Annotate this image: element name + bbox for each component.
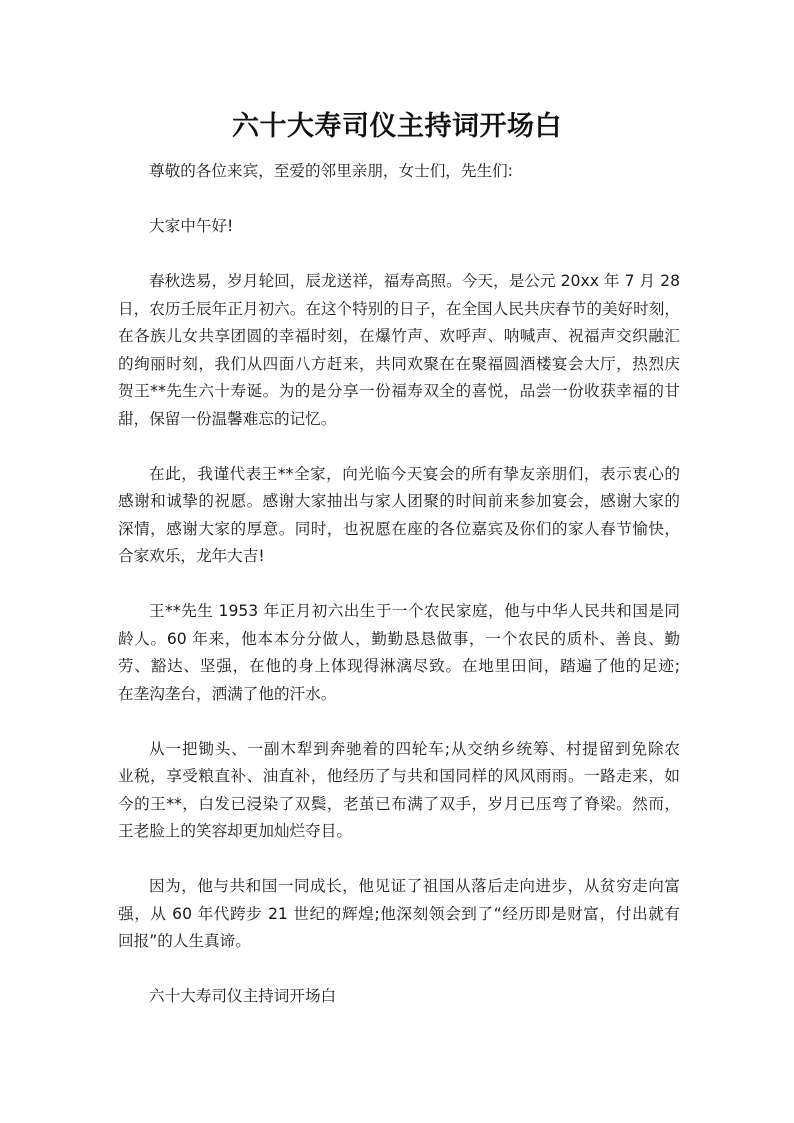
paragraph bbox=[118, 736, 680, 846]
paragraph-line: 劳、豁达、坚强，在他的身上体现得淋漓尽致。在地里田间，踏遍了他的足迹; bbox=[118, 657, 680, 675]
paragraph-line: 的绚丽时刻，我们从四面八方赶来，共同欢聚在在聚福圆酒楼宴会大厅，热烈庆 bbox=[118, 354, 680, 373]
paragraph-line: 六十大寿司仪主持词开场白 bbox=[149, 987, 337, 1005]
paragraph bbox=[118, 268, 680, 433]
document-body bbox=[118, 158, 680, 1038]
paragraph-line: 尊敬的各位来宾，至爱的邻里亲朋，女士们，先生们: bbox=[149, 162, 513, 180]
paragraph bbox=[118, 461, 680, 571]
paragraph bbox=[118, 158, 680, 186]
paragraph-line: 今的王**，白发已浸染了双鬓，老茧已布满了双手，岁月已压弯了脊梁。然而， bbox=[118, 794, 680, 813]
paragraph-line: 在垄沟垄台，洒满了他的汗水。 bbox=[118, 684, 337, 703]
paragraph-line: 大家中午好! bbox=[149, 217, 234, 235]
paragraph-line: 贺王**先生六十寿诞。为的是分享一份福寿双全的喜悦，品尝一份收获幸福的甘 bbox=[118, 382, 680, 400]
paragraph-line: 王老脸上的笑容却更加灿烂夺目。 bbox=[118, 822, 352, 840]
paragraph-line: 王**先生 1953 年正月初六出生于一个农民家庭，他与中华人民共和国是同 bbox=[149, 602, 680, 620]
paragraph-line: 春秋迭易，岁月轮回，辰龙送祥，福寿高照。今天，是公元 20xx 年 7 月 28 bbox=[149, 272, 680, 290]
paragraph-line: 在此，我谨代表王**全家，向光临今天宴会的所有挚友亲朋们，表示衷心的 bbox=[149, 464, 680, 483]
paragraph-line: 因为，他与共和国一同成长，他见证了祖国从落后走向进步，从贫穷走向富 bbox=[149, 877, 680, 895]
paragraph-line: 强，从 60 年代跨步 21 世纪的辉煌;他深刻领会到了“经历即是财富，付出就有 bbox=[118, 904, 680, 923]
paragraph-line: 深情，感谢大家的厚意。同时，也祝愿在座的各位嘉宾及你们的家人春节愉快， bbox=[118, 519, 680, 538]
paragraph bbox=[118, 873, 680, 956]
paragraph-line: 日，农历壬辰年正月初六。在这个特别的日子，在全国人民共庆春节的美好时刻， bbox=[118, 299, 680, 318]
paragraph-line: 感谢和诚挚的祝愿。感谢大家抽出与家人团聚的时间前来参加宴会，感谢大家的 bbox=[118, 492, 680, 510]
paragraph bbox=[118, 983, 680, 1011]
paragraph bbox=[118, 213, 680, 241]
paragraph-line: 从一把锄头、一副木犁到奔驰着的四轮车;从交纳乡统筹、村提留到免除农 bbox=[149, 739, 680, 758]
paragraph-line: 合家欢乐，龙年大吉! bbox=[118, 547, 265, 565]
paragraph-line: 甜，保留一份温馨难忘的记忆。 bbox=[118, 409, 337, 428]
document-title: 六十大寿司仪主持词开场白 bbox=[232, 111, 562, 142]
paragraph-line: 龄人。60 年来，他本本分分做人，勤勤恳恳做事，一个农民的质朴、善良、勤 bbox=[118, 629, 680, 648]
paragraph-line: 业税，享受粮直补、油直补，他经历了与共和国同样的风风雨雨。一路走来，如 bbox=[118, 767, 680, 785]
paragraph-line: 回报”的人生真谛。 bbox=[118, 932, 251, 950]
paragraph-line: 在各族儿女共享团圆的幸福时刻，在爆竹声、欢呼声、呐喊声、祝福声交织融汇 bbox=[118, 327, 680, 345]
paragraph bbox=[118, 598, 680, 708]
